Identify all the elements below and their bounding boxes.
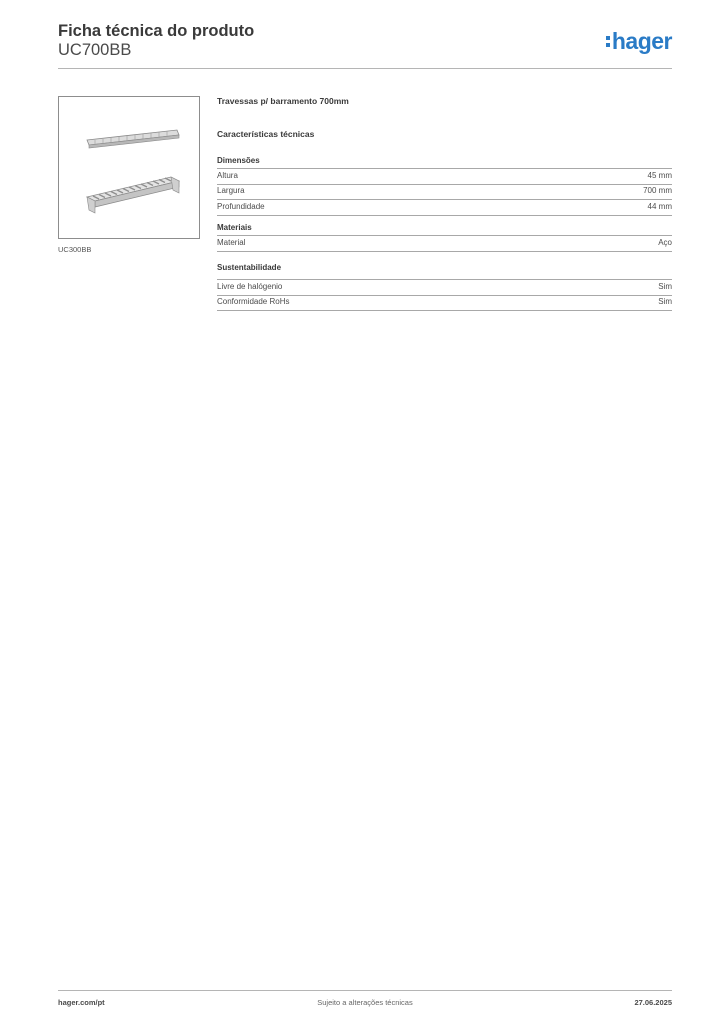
row-label: Livre de halógenio bbox=[217, 281, 283, 291]
hager-logo bbox=[606, 28, 672, 55]
group-title-sustentabilidade: Sustentabilidade bbox=[217, 263, 282, 272]
row-value: Sim bbox=[658, 281, 672, 291]
table-row bbox=[217, 168, 672, 184]
row-label: Largura bbox=[217, 186, 245, 195]
row-label: Profundidade bbox=[217, 201, 265, 211]
table-row bbox=[217, 295, 672, 312]
dimensions-table bbox=[217, 168, 672, 216]
product-details bbox=[217, 96, 672, 306]
section-title: Características técnicas bbox=[217, 129, 315, 139]
row-value: Sim bbox=[658, 297, 672, 306]
row-label: Conformidade RoHs bbox=[217, 297, 290, 306]
page-title: Ficha técnica do produto bbox=[58, 22, 255, 40]
table-row bbox=[217, 199, 672, 216]
table-row bbox=[217, 279, 672, 295]
group-title-materiais: Materiais bbox=[217, 223, 252, 232]
slotted-crossbar-icon bbox=[87, 177, 179, 213]
page-header bbox=[58, 20, 672, 68]
table-row bbox=[217, 235, 672, 252]
product-image bbox=[58, 96, 200, 239]
image-caption: UC300BB bbox=[58, 245, 92, 254]
row-label: Material bbox=[217, 237, 246, 247]
footer-notice: Sujeito a alterações técnicas bbox=[317, 998, 413, 1007]
row-value: 44 mm bbox=[647, 201, 672, 211]
footer-date: 27.06.2025 bbox=[634, 998, 672, 1007]
product-code: UC700BB bbox=[58, 41, 132, 59]
row-value: Aço bbox=[658, 237, 672, 247]
materials-table bbox=[217, 235, 672, 252]
sustainability-table bbox=[217, 279, 672, 311]
thin-crossbar-icon bbox=[87, 130, 179, 148]
footer-divider bbox=[58, 990, 672, 991]
header-divider bbox=[58, 68, 672, 69]
logo-text: hager bbox=[611, 28, 672, 54]
product-name: Travessas p/ barramento 700mm bbox=[217, 96, 349, 106]
busbar-support-illustration bbox=[59, 97, 199, 238]
website-link[interactable]: hager.com/pt bbox=[58, 998, 105, 1007]
table-row bbox=[217, 184, 672, 200]
row-value: 700 mm bbox=[643, 186, 672, 195]
group-title-dimensoes: Dimensões bbox=[217, 156, 260, 165]
row-label: Altura bbox=[217, 170, 238, 180]
row-value: 45 mm bbox=[647, 170, 672, 180]
